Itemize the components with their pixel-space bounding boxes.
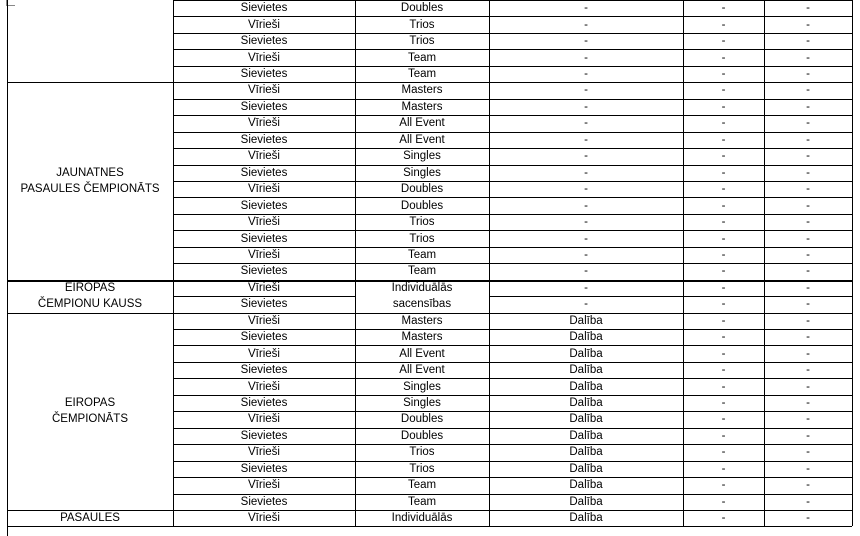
place-cell: -	[721, 397, 726, 410]
column-divider	[852, 0, 853, 526]
result-cell: Dalība	[569, 462, 603, 475]
gender-cell: Sievietes	[240, 199, 288, 212]
points-cell: -	[806, 512, 810, 525]
points-cell: -	[806, 281, 810, 294]
place-cell: -	[721, 51, 726, 64]
discipline-cell: Team	[407, 248, 437, 261]
points-cell: -	[806, 68, 810, 81]
points-cell: -	[806, 18, 810, 31]
points-cell: -	[806, 133, 810, 146]
row-divider	[355, 247, 490, 248]
row-divider	[489, 395, 852, 396]
result-cell: -	[584, 150, 588, 163]
points-cell: -	[806, 265, 810, 278]
result-cell: Dalība	[569, 479, 603, 492]
place-cell: -	[721, 248, 726, 261]
row-divider	[489, 197, 852, 198]
row-divider	[173, 428, 356, 429]
row-divider	[173, 395, 356, 396]
discipline-cell: All Event	[399, 364, 445, 377]
gender-cell: Sievietes	[240, 331, 288, 344]
row-divider	[173, 49, 356, 50]
discipline-cell: Doubles	[400, 429, 444, 442]
row-divider	[355, 99, 490, 100]
discipline-cell: Individuālās	[391, 281, 453, 294]
gender-cell: Sievietes	[240, 462, 288, 475]
row-divider	[355, 33, 490, 34]
row-divider	[489, 181, 852, 182]
discipline-cell: Trios	[409, 216, 435, 229]
points-cell: -	[806, 331, 810, 344]
row-divider	[489, 115, 852, 116]
discipline-cell: Masters	[401, 84, 443, 97]
gender-cell: Vīrieši	[248, 479, 280, 492]
row-divider	[489, 411, 852, 412]
result-cell: -	[584, 281, 588, 294]
row-divider	[173, 214, 356, 215]
points-cell: -	[806, 166, 810, 179]
result-cell: -	[584, 18, 588, 31]
row-divider	[173, 247, 356, 248]
gender-cell: Sievietes	[240, 68, 288, 81]
row-divider	[489, 33, 852, 34]
gender-cell: Vīrieši	[248, 117, 280, 130]
place-cell: -	[721, 314, 726, 327]
points-cell: -	[806, 150, 810, 163]
points-cell: -	[806, 479, 810, 492]
place-cell: -	[721, 35, 726, 48]
points-cell: -	[806, 248, 810, 261]
group-divider	[7, 526, 852, 527]
table-left-border	[7, 0, 8, 536]
place-cell: -	[721, 18, 726, 31]
row-divider	[173, 378, 356, 379]
row-divider	[489, 247, 852, 248]
row-divider	[355, 329, 490, 330]
place-cell: -	[721, 364, 726, 377]
row-divider	[173, 477, 356, 478]
row-divider	[355, 428, 490, 429]
row-divider	[355, 411, 490, 412]
row-divider	[173, 263, 356, 264]
place-cell: -	[721, 331, 726, 344]
result-cell: Dalība	[569, 347, 603, 360]
result-cell: -	[584, 117, 588, 130]
row-divider	[173, 99, 356, 100]
row-divider	[489, 444, 852, 445]
points-cell: -	[806, 199, 810, 212]
competition-name-line: EIROPAS	[64, 397, 116, 410]
discipline-cell: Masters	[401, 331, 443, 344]
discipline-cell: Individuālās	[391, 512, 453, 525]
place-cell: -	[721, 462, 726, 475]
place-cell: -	[721, 150, 726, 163]
row-divider	[355, 148, 490, 149]
points-cell: -	[806, 495, 810, 508]
gender-cell: Vīrieši	[248, 347, 280, 360]
row-divider	[173, 0, 852, 1]
place-cell: -	[721, 183, 726, 196]
points-cell: -	[806, 462, 810, 475]
row-divider	[173, 444, 356, 445]
gender-cell: Vīrieši	[248, 183, 280, 196]
gender-cell: Vīrieši	[248, 150, 280, 163]
row-divider	[355, 66, 490, 67]
competition-name-line: JAUNATNES	[56, 166, 124, 179]
points-cell: -	[806, 216, 810, 229]
gender-cell: Vīrieši	[248, 18, 280, 31]
gender-cell: Sievietes	[240, 2, 288, 15]
result-cell: -	[584, 232, 588, 245]
competition-cell	[7, 0, 173, 82]
competition-cell	[7, 82, 173, 279]
row-divider	[489, 461, 852, 462]
competition-cell	[7, 313, 173, 510]
row-divider	[173, 345, 356, 346]
place-cell: -	[721, 100, 726, 113]
discipline-cell: Singles	[403, 166, 441, 179]
points-cell: -	[806, 100, 810, 113]
row-divider	[489, 494, 852, 495]
discipline-cell: All Event	[399, 133, 445, 146]
row-divider	[489, 230, 852, 231]
result-cell: -	[584, 68, 588, 81]
row-divider	[355, 132, 490, 133]
result-cell: -	[584, 183, 588, 196]
gender-cell: Sievietes	[240, 429, 288, 442]
place-cell: -	[721, 413, 726, 426]
gender-cell: Vīrieši	[248, 314, 280, 327]
gender-cell: Sievietes	[240, 265, 288, 278]
place-cell: -	[721, 232, 726, 245]
discipline-cell: All Event	[399, 347, 445, 360]
discipline-cell: Singles	[403, 150, 441, 163]
row-divider	[173, 33, 356, 34]
result-cell: Dalība	[569, 314, 603, 327]
row-divider	[173, 296, 356, 297]
place-cell: -	[721, 84, 726, 97]
points-cell: -	[806, 364, 810, 377]
row-divider	[173, 165, 356, 166]
row-divider	[489, 99, 852, 100]
result-cell: Dalība	[569, 364, 603, 377]
discipline-cell: Singles	[403, 380, 441, 393]
row-divider	[355, 115, 490, 116]
row-divider	[355, 494, 490, 495]
place-cell: -	[721, 479, 726, 492]
result-cell: -	[584, 133, 588, 146]
row-divider	[173, 230, 356, 231]
result-cell: -	[584, 298, 588, 311]
discipline-cell: sacensības	[392, 298, 452, 311]
result-cell: Dalība	[569, 380, 603, 393]
result-cell: -	[584, 35, 588, 48]
points-cell: -	[806, 35, 810, 48]
points-cell: -	[806, 84, 810, 97]
discipline-cell: Trios	[409, 18, 435, 31]
row-divider	[489, 296, 852, 297]
result-cell: Dalība	[569, 495, 603, 508]
discipline-cell: Team	[407, 68, 437, 81]
row-divider	[489, 428, 852, 429]
row-divider	[489, 378, 852, 379]
gender-cell: Sievietes	[240, 35, 288, 48]
row-divider	[173, 66, 356, 67]
gender-cell: Vīrieši	[248, 512, 280, 525]
discipline-cell: Singles	[403, 397, 441, 410]
place-cell: -	[721, 68, 726, 81]
row-divider	[355, 214, 490, 215]
row-divider	[173, 132, 356, 133]
gender-cell: Sievietes	[240, 397, 288, 410]
row-divider	[173, 494, 356, 495]
discipline-cell: Trios	[409, 35, 435, 48]
competition-name-line: ČEMPIONĀTS	[51, 413, 129, 426]
row-divider	[489, 345, 852, 346]
place-cell: -	[721, 2, 726, 15]
competition-name-line: ČEMPIONU KAUSS	[37, 298, 143, 311]
row-divider	[489, 16, 852, 17]
points-cell: -	[806, 314, 810, 327]
discipline-cell: Trios	[409, 446, 435, 459]
gender-cell: Sievietes	[240, 133, 288, 146]
points-cell: -	[806, 380, 810, 393]
place-cell: -	[721, 380, 726, 393]
row-divider	[489, 329, 852, 330]
result-cell: -	[584, 216, 588, 229]
discipline-cell: Team	[407, 479, 437, 492]
competition-name-line: PASAULES	[60, 512, 120, 525]
place-cell: -	[721, 117, 726, 130]
row-divider	[489, 263, 852, 264]
group-divider	[7, 510, 852, 511]
discipline-cell: Trios	[409, 232, 435, 245]
row-divider	[355, 49, 490, 50]
gender-cell: Sievietes	[240, 495, 288, 508]
row-divider	[355, 461, 490, 462]
row-divider	[355, 477, 490, 478]
place-cell: -	[721, 265, 726, 278]
result-cell: -	[584, 166, 588, 179]
discipline-cell: Team	[407, 265, 437, 278]
gender-cell: Vīrieši	[248, 248, 280, 261]
discipline-cell: Doubles	[400, 2, 444, 15]
points-cell: -	[806, 347, 810, 360]
gender-cell: Vīrieši	[248, 216, 280, 229]
group-divider	[7, 280, 852, 282]
points-cell: -	[806, 298, 810, 311]
result-cell: Dalība	[569, 397, 603, 410]
row-divider	[489, 477, 852, 478]
result-cell: -	[584, 51, 588, 64]
gender-cell: Vīrieši	[248, 51, 280, 64]
result-cell: -	[584, 248, 588, 261]
row-divider	[355, 16, 490, 17]
points-cell: -	[806, 117, 810, 130]
place-cell: -	[721, 446, 726, 459]
gender-cell: Vīrieši	[248, 413, 280, 426]
row-divider	[173, 16, 356, 17]
result-cell: -	[584, 2, 588, 15]
row-divider	[489, 362, 852, 363]
discipline-cell: Doubles	[400, 413, 444, 426]
row-divider	[173, 181, 356, 182]
discipline-cell: Doubles	[400, 183, 444, 196]
group-divider	[7, 82, 852, 83]
row-divider	[173, 362, 356, 363]
discipline-cell: Masters	[401, 314, 443, 327]
row-divider	[173, 115, 356, 116]
row-divider	[173, 148, 356, 149]
gender-cell: Vīrieši	[248, 281, 280, 294]
row-divider	[489, 148, 852, 149]
discipline-cell: Trios	[409, 462, 435, 475]
gender-cell: Sievietes	[240, 364, 288, 377]
competition-cell	[7, 510, 173, 526]
discipline-cell: Team	[407, 51, 437, 64]
row-divider	[355, 362, 490, 363]
row-divider	[489, 165, 852, 166]
result-cell: Dalība	[569, 331, 603, 344]
points-cell: -	[806, 232, 810, 245]
row-divider	[489, 49, 852, 50]
place-cell: -	[721, 166, 726, 179]
gender-cell: Sievietes	[240, 298, 288, 311]
result-cell: -	[584, 265, 588, 278]
place-cell: -	[721, 347, 726, 360]
points-cell: -	[806, 413, 810, 426]
place-cell: -	[721, 495, 726, 508]
discipline-cell: All Event	[399, 117, 445, 130]
competition-name-line: EIROPAS	[64, 282, 116, 295]
place-cell: -	[721, 199, 726, 212]
points-cell: -	[806, 397, 810, 410]
gender-cell: Sievietes	[240, 100, 288, 113]
row-divider	[355, 230, 490, 231]
points-cell: -	[806, 51, 810, 64]
row-divider	[489, 214, 852, 215]
row-divider	[173, 461, 356, 462]
competition-cell	[7, 280, 173, 313]
gender-cell: Vīrieši	[248, 380, 280, 393]
place-cell: -	[721, 216, 726, 229]
points-cell: -	[806, 2, 810, 15]
row-divider	[489, 66, 852, 67]
competition-name-line: PASAULES ČEMPIONĀTS	[20, 182, 160, 195]
discipline-cell: Team	[407, 495, 437, 508]
discipline-cell: Doubles	[400, 199, 444, 212]
result-cell: Dalība	[569, 413, 603, 426]
result-cell: Dalība	[569, 512, 603, 525]
place-cell: -	[721, 512, 726, 525]
gender-cell: Sievietes	[240, 232, 288, 245]
gender-cell: Vīrieši	[248, 446, 280, 459]
result-cell: -	[584, 84, 588, 97]
gender-cell: Vīrieši	[248, 84, 280, 97]
discipline-cell: Masters	[401, 100, 443, 113]
points-cell: -	[806, 183, 810, 196]
row-divider	[173, 411, 356, 412]
points-cell: -	[806, 446, 810, 459]
row-divider	[355, 395, 490, 396]
result-cell: Dalība	[569, 429, 603, 442]
row-divider	[355, 444, 490, 445]
place-cell: -	[721, 281, 726, 294]
row-divider	[355, 263, 490, 264]
row-divider	[173, 197, 356, 198]
gender-cell: Sievietes	[240, 166, 288, 179]
row-divider	[173, 329, 356, 330]
row-divider	[355, 197, 490, 198]
group-divider	[7, 313, 852, 314]
result-cell: Dalība	[569, 446, 603, 459]
place-cell: -	[721, 133, 726, 146]
result-cell: -	[584, 100, 588, 113]
place-cell: -	[721, 429, 726, 442]
row-divider	[489, 132, 852, 133]
row-divider	[355, 165, 490, 166]
place-cell: -	[721, 298, 726, 311]
row-divider	[355, 181, 490, 182]
row-divider	[355, 345, 490, 346]
points-cell: -	[806, 429, 810, 442]
row-divider	[355, 378, 490, 379]
result-cell: -	[584, 199, 588, 212]
